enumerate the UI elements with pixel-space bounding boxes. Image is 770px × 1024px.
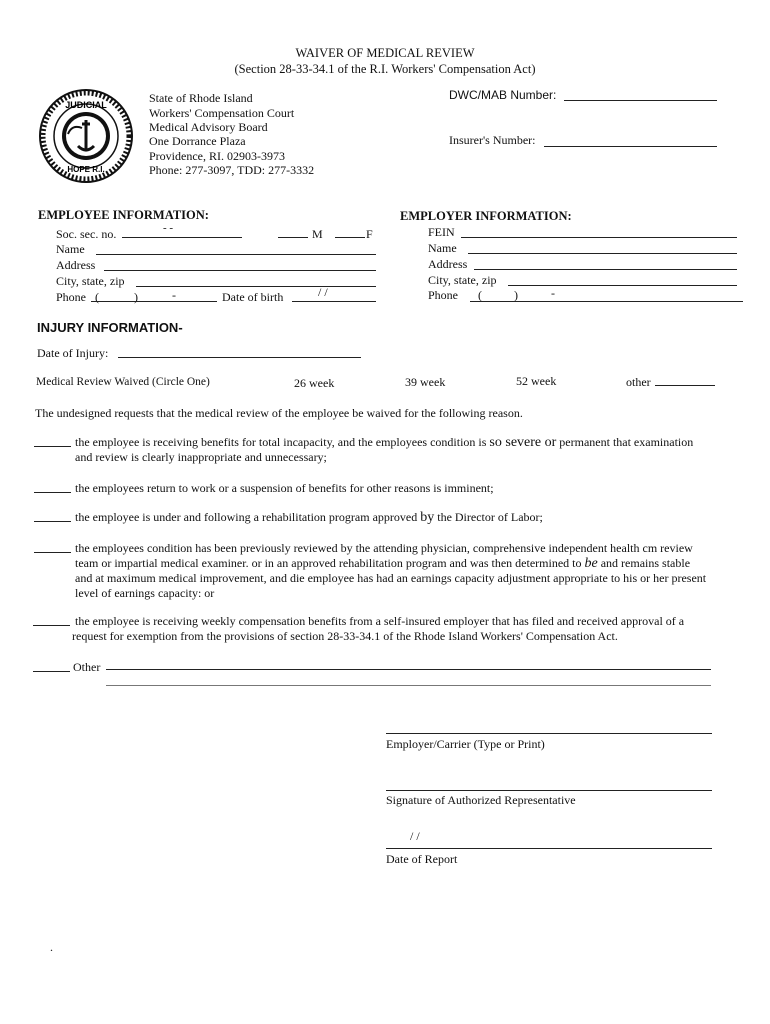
dob-separators: / /	[318, 285, 328, 299]
signature-label: Signature of Authorized Representative	[386, 793, 576, 807]
court-address-line: Providence, RI. 02903-3973	[149, 149, 285, 163]
option-other-field[interactable]	[655, 385, 715, 386]
court-address-line: Phone: 277-3097, TDD: 277-3332	[149, 163, 315, 177]
reasons-intro: The undesigned requests that the medical review of the employee be waived for the following reason.	[35, 406, 523, 420]
employee-city-field[interactable]	[136, 286, 376, 287]
female-field[interactable]	[335, 237, 365, 238]
male-label: M	[312, 227, 323, 241]
employee-phone-dash: -	[172, 288, 176, 302]
reason-5-checkline[interactable]	[33, 625, 70, 626]
employee-name-label: Name	[56, 242, 85, 256]
employer-address-field[interactable]	[474, 269, 737, 270]
injury-date-label: Date of Injury:	[37, 346, 109, 360]
dob-field[interactable]	[292, 301, 376, 302]
employee-heading: EMPLOYEE INFORMATION:	[38, 208, 209, 222]
signature-field[interactable]	[386, 790, 712, 791]
male-field[interactable]	[278, 237, 308, 238]
court-address-line: Medical Advisory Board	[149, 120, 268, 134]
employee-phone-open: (	[95, 290, 99, 304]
employer-phone-close: )	[514, 288, 518, 302]
reason-5: the employee is receiving weekly compensation benefits from a self-insured employer that has filed and received approval of a request for exemption from the provisions of section 28-33-34.1 of the Rhode Island Workers' Compensation Act.	[72, 614, 685, 643]
waived-label: Medical Review Waived (Circle One)	[36, 376, 210, 388]
employer-name-field[interactable]	[468, 253, 737, 254]
reason-1: the employee is receiving benefits for total incapacity, and the employees condition is so severe or permanent that examination and review is clearly inappropriate and unnecessary;	[75, 435, 694, 464]
other-field-line-1[interactable]	[106, 669, 711, 670]
employee-address-label: Address	[56, 258, 96, 272]
ssn-field[interactable]	[122, 237, 242, 238]
reason-3: the employee is under and following a rehabilitation program approved by the Director of Labor;	[75, 510, 543, 525]
injury-heading: INJURY INFORMATION-	[37, 320, 183, 335]
reason-4-checkline[interactable]	[34, 552, 71, 553]
injury-date-field[interactable]	[118, 357, 361, 358]
form-title: WAIVER OF MEDICAL REVIEW	[295, 46, 475, 60]
form-subtitle: (Section 28-33-34.1 of the R.I. Workers' Compensation Act)	[234, 62, 536, 76]
option-26-week[interactable]: 26 week	[294, 376, 335, 390]
court-seal-icon	[38, 88, 134, 184]
employer-city-field[interactable]	[508, 285, 737, 286]
other-field-line-2[interactable]	[106, 685, 711, 686]
reason-2-checkline[interactable]	[34, 492, 71, 493]
court-address-line: One Dorrance Plaza	[149, 134, 246, 148]
fein-field[interactable]	[461, 237, 737, 238]
employer-phone-open: (	[478, 288, 482, 302]
reason-1-checkline[interactable]	[34, 446, 71, 447]
insurer-number-field[interactable]	[544, 146, 717, 147]
report-date-field[interactable]	[386, 848, 712, 849]
insurer-number-label: Insurer's Number:	[449, 133, 536, 147]
other-checkline[interactable]	[33, 671, 70, 672]
ssn-label: Soc. sec. no.	[56, 227, 117, 241]
dob-label: Date of birth	[222, 290, 284, 304]
option-other[interactable]: other	[626, 375, 651, 389]
option-39-week[interactable]: 39 week	[405, 375, 446, 389]
employee-phone-field[interactable]	[91, 301, 217, 302]
other-label: Other	[73, 660, 101, 674]
employer-city-label: City, state, zip	[428, 273, 497, 287]
employee-address-field[interactable]	[104, 270, 376, 271]
option-52-week[interactable]: 52 week	[516, 374, 557, 388]
employer-phone-field[interactable]	[470, 301, 743, 302]
court-address-line: State of Rhode Island	[149, 91, 253, 105]
report-date-separators: / /	[410, 829, 420, 843]
report-date-label: Date of Report	[386, 852, 458, 866]
employer-phone-label: Phone	[428, 288, 458, 302]
employer-name-label: Name	[428, 241, 457, 255]
footer-dot: .	[50, 940, 53, 954]
employee-name-field[interactable]	[96, 254, 376, 255]
female-label: F	[366, 227, 373, 241]
reason-3-checkline[interactable]	[34, 521, 71, 522]
seal-top-text: JUDICIAL	[65, 100, 107, 110]
court-address-line: Workers' Compensation Court	[149, 106, 295, 120]
employee-city-label: City, state, zip	[56, 274, 125, 288]
ssn-separators: - -	[163, 222, 174, 234]
employer-address-label: Address	[428, 257, 468, 271]
dwc-number-field[interactable]	[564, 100, 717, 101]
employer-carrier-field[interactable]	[386, 733, 712, 734]
employer-carrier-label: Employer/Carrier (Type or Print)	[386, 737, 545, 751]
employee-phone-close: )	[134, 290, 138, 304]
fein-label: FEIN	[428, 225, 455, 239]
reason-2: the employees return to work or a suspension of benefits for other reasons is imminent;	[75, 481, 494, 495]
employer-heading: EMPLOYER INFORMATION:	[400, 209, 572, 223]
employer-phone-dash: -	[551, 286, 555, 300]
dwc-number-label: DWC/MAB Number:	[449, 88, 557, 102]
seal-bottom-text: HOPE R.I.	[67, 165, 105, 174]
reason-4: the employees condition has been previously reviewed by the attending physician, comprehensive independent health cm review team or impartial medical examiner. or in an approved rehabilitation program and was then determined to be and remains stable and at maximum medical improvement, and die employee has had an earnings capacity adjustment appropriate to his or her present level of earnings capacity: or	[75, 541, 707, 600]
employee-phone-label: Phone	[56, 290, 86, 304]
